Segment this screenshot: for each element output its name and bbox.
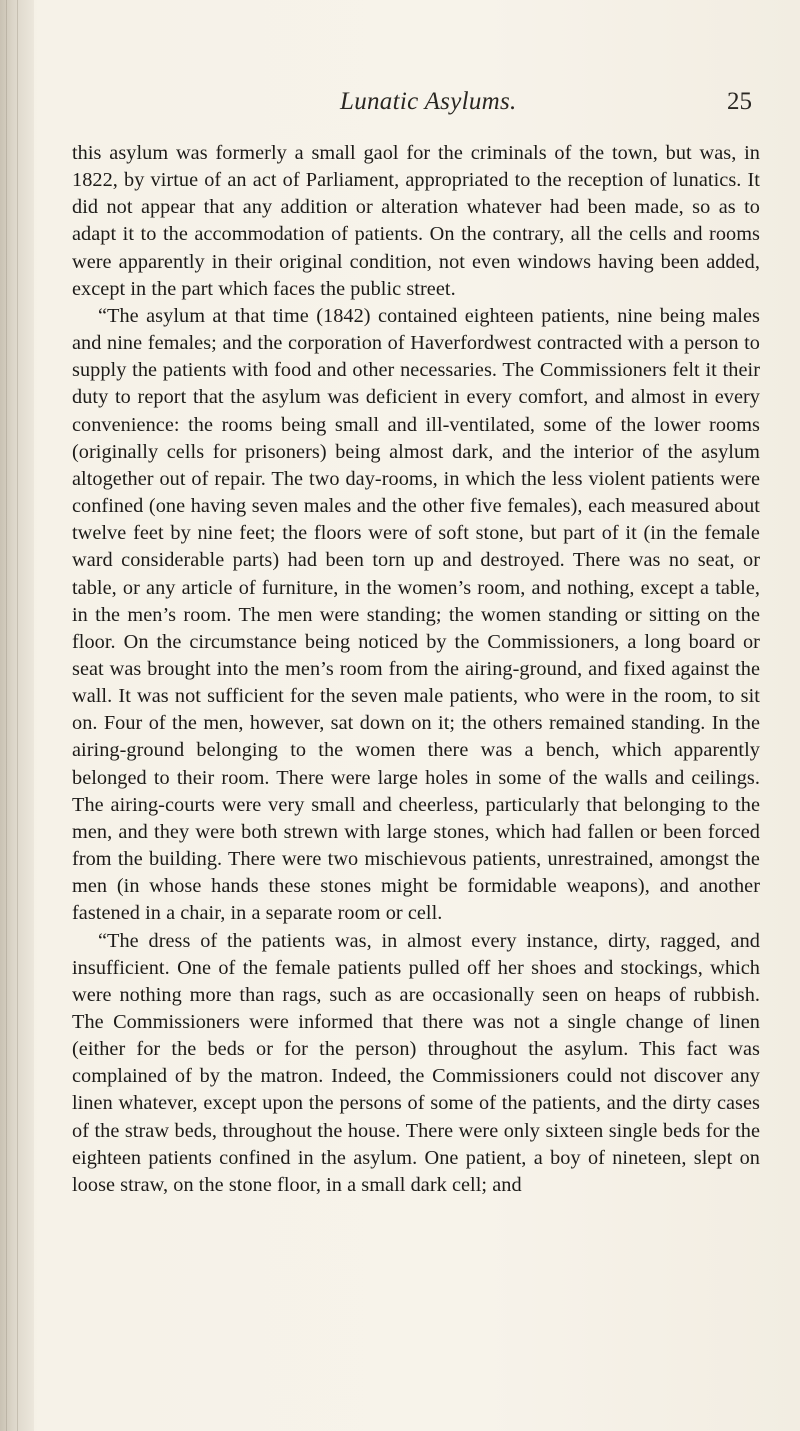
- paragraph-patient-dress: “The dress of the patients was, in almost every instance, dirty, ragged, and insufficient. One of the female patients pulled off her shoes and stockings, which were nothing more than rags, such as are occasionally seen on heaps of rubbish. The Commissioners were informed that there was not a single change of linen (either for the beds or for the person) throughout the asylum. This fact was complained of by the matron. Indeed, the Commissioners could not discover any linen whatever, except upon the persons of some of the patients, and the dirty cases of the straw beds, throughout the house. There were only sixteen single beds for the eighteen patients confined in the asylum. One patient, a boy of nineteen, slept on loose straw, on the stone floor, in a small dark cell; and: [72, 929, 760, 1196]
- running-title: Lunatic Asylums.: [340, 88, 517, 115]
- paragraph-asylum-conditions: “The asylum at that time (1842) contained eighteen patients, nine being males and nine females; and the corporation of Haverfordwest contracted with a person to supply the patients with food and other necessaries. The Commissioners felt it their duty to report that the asylum was deficient in every comfort, and almost in every convenience: the rooms being small and ill-ventilated, some of the lower rooms (originally cells for prisoners) being almost dark, and the interior of the asylum altogether out of repair. The two day-rooms, in which the less violent patients were confined (one having seven males and the other five females), each measured about twelve feet by nine feet; the floors were of soft stone, but part of it (in the female ward considerable parts) had been torn up and destroyed. There was no seat, or table, or any article of furniture, in the women’s room, and nothing, except a table, in the men’s room. The men were standing; the women standing or sitting on the floor. On the circumstance being noticed by the Commissioners, a long board or seat was brought into the men’s room from the airing-ground, and fixed against the wall. It was not sufficient for the seven male patients, who were in the room, to sit on. Four of the men, however, sat down on it; the others remained standing. In the airing-ground belonging to the women there was a bench, which apparently belonged to their room. There were large holes in some of the walls and ceilings. The airing-courts were very small and cheerless, particularly that belonging to the men, and they were both strewn with large stones, which had fallen or been forced from the building. There were two mischievous patients, unrestrained, amongst the men (in whose hands these stones might be formidable weapons), and another fastened in a chair, in a separate room or cell.: [72, 304, 760, 925]
- body-text: [72, 140, 760, 1199]
- gutter-edge-line: [6, 0, 7, 1431]
- page-number: 25: [727, 88, 752, 115]
- gutter-edge-line: [17, 0, 18, 1431]
- running-head: [0, 88, 800, 128]
- paragraph-continued: this asylum was formerly a small gaol for the criminals of the town, but was, in 1822, by virtue of an act of Parliament, appropriated to the reception of lunatics. It did not appear that any addition or alteration whatever had been made, so as to adapt it to the accommodation of patients. On the contrary, all the cells and rooms were apparently in their original condition, not even windows having been added, except in the part which faces the public street.: [72, 142, 760, 300]
